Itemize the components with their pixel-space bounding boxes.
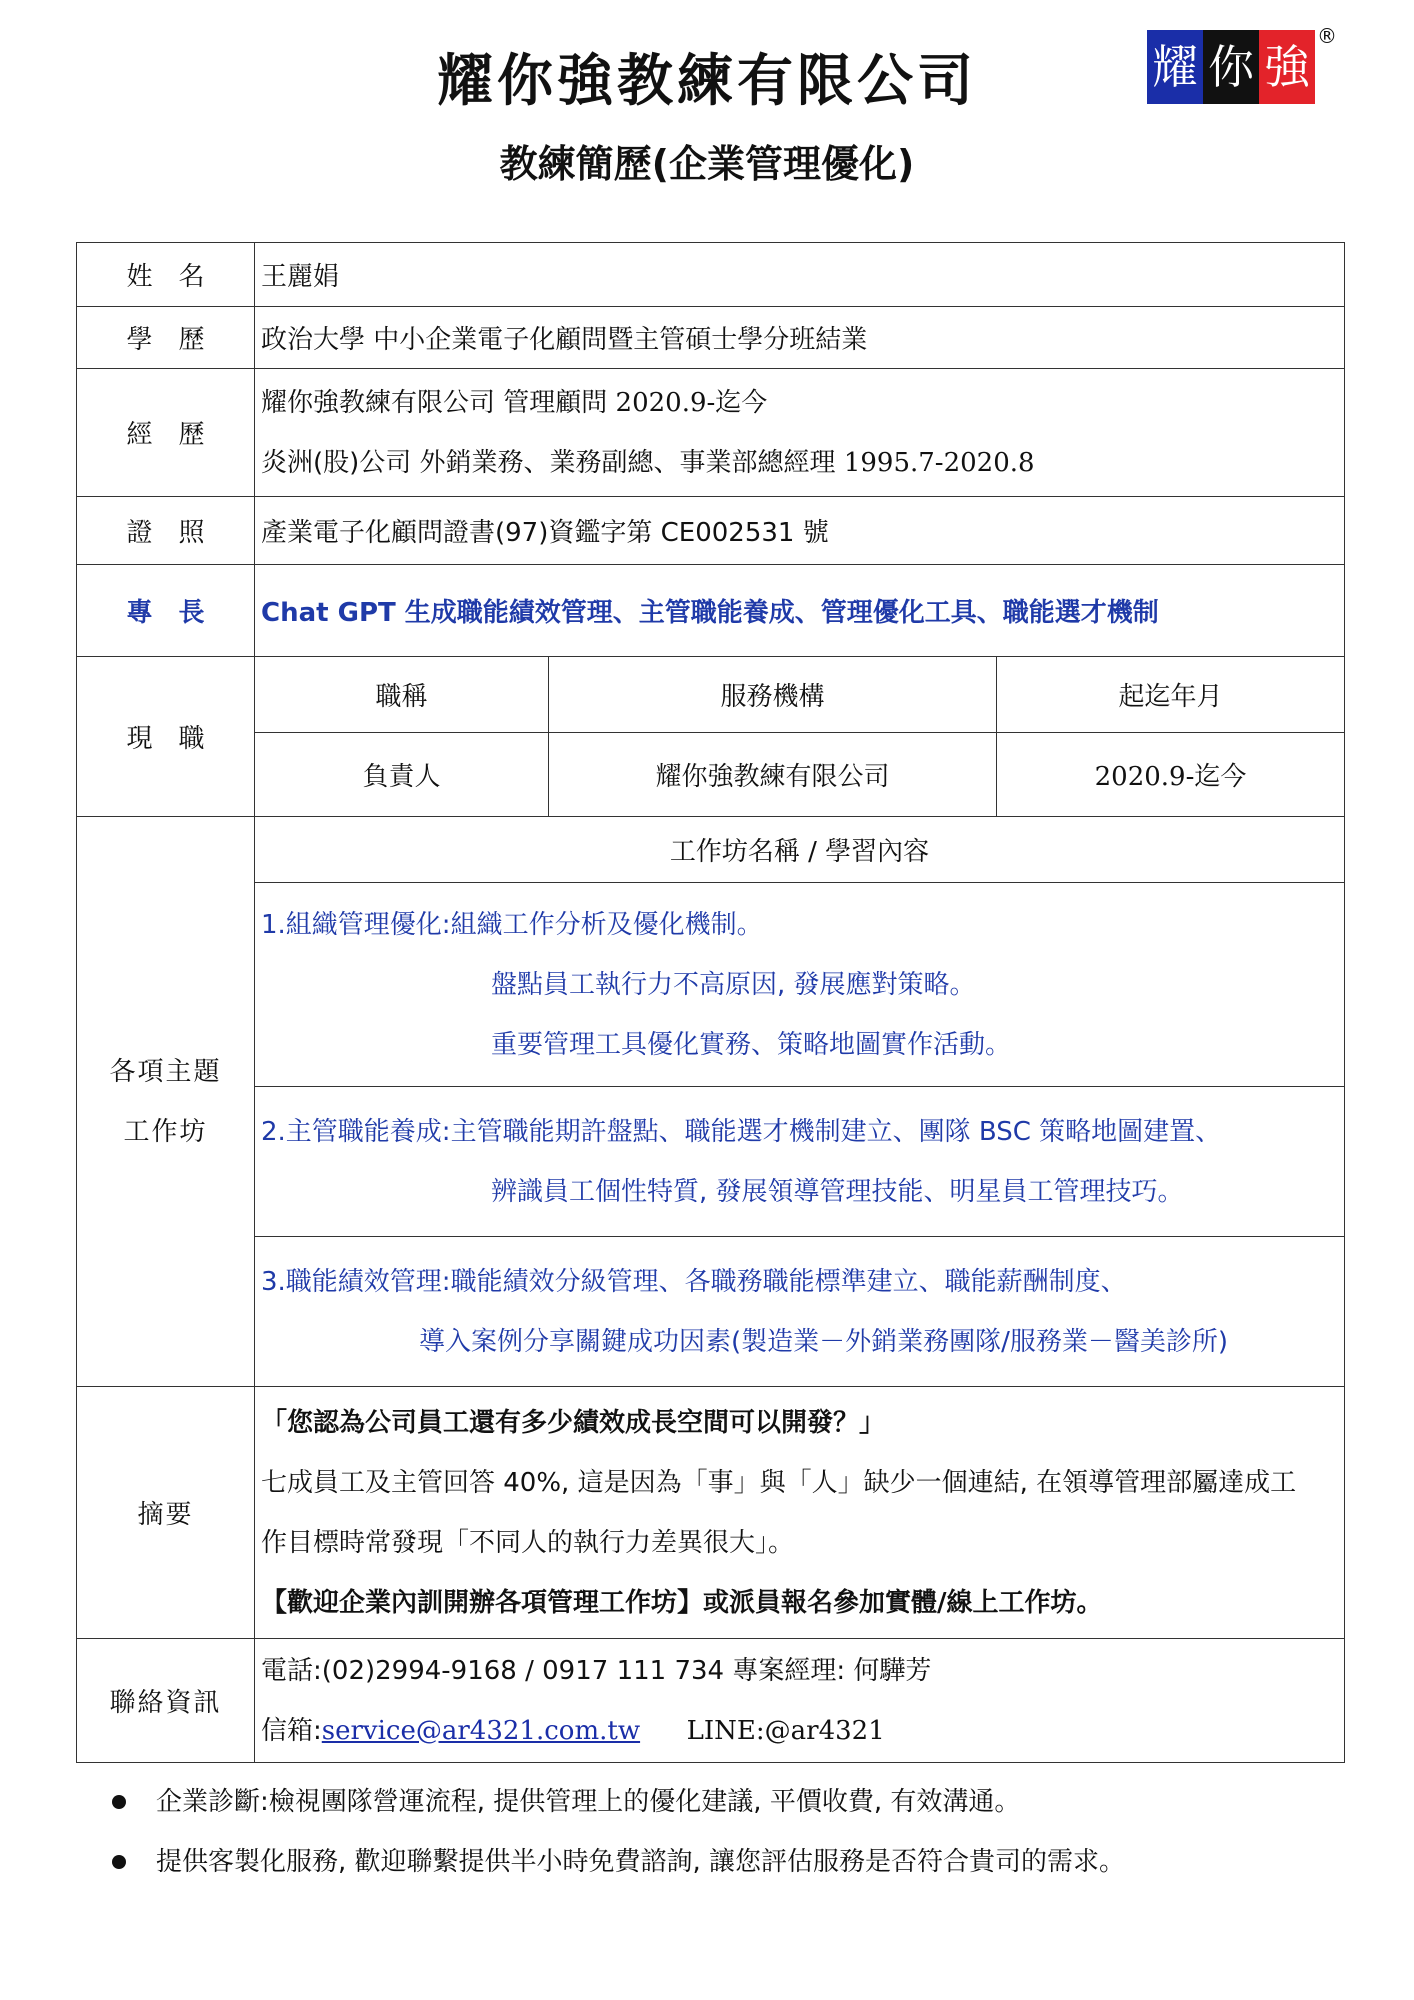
workshop-1-line-3: 重要管理工具優化實務、策略地圖實作活動。 xyxy=(491,1029,1012,1060)
workshop-header: 工作坊名稱 / 學習內容 xyxy=(255,817,1345,883)
logo-char-2: 你 xyxy=(1203,30,1259,104)
document-subtitle: 教練簡歷(企業管理優化) xyxy=(499,142,915,186)
current-header-title: 職稱 xyxy=(255,657,549,733)
workshop-item-2 xyxy=(77,1087,1345,1237)
label-name: 姓名 xyxy=(77,243,255,307)
value-education: 政治大學 中小企業電子化顧問暨主管碩士學分班結業 xyxy=(255,307,1345,369)
current-header-org: 服務機構 xyxy=(549,657,997,733)
workshop-item-3 xyxy=(77,1237,1345,1387)
label-summary: 摘要 xyxy=(77,1387,255,1639)
row-workshop-header xyxy=(77,817,1345,883)
row-contact xyxy=(77,1639,1345,1763)
current-title: 負責人 xyxy=(255,733,549,817)
workshop-item-1 xyxy=(77,883,1345,1087)
value-license: 產業電子化顧問證書(97)資鑑字第 CE002531 號 xyxy=(255,497,1345,565)
row-name xyxy=(77,243,1345,307)
workshop-2-line-1: 2.主管職能養成:主管職能期許盤點、職能選才機制建立、團隊 BSC 策略地圖建置、 xyxy=(261,1116,1222,1147)
contact-line-id: LINE:@ar4321 xyxy=(686,1715,885,1746)
bullet-icon xyxy=(112,1855,126,1869)
workshop-2-line-2: 辨識員工個性特質, 發展領導管理技能、明星員工管理技巧。 xyxy=(491,1176,1184,1207)
contact-email-line xyxy=(261,1701,1344,1761)
value-specialty: Chat GPT 生成職能績效管理、主管職能養成、管理優化工具、職能選才機制 xyxy=(255,565,1345,657)
summary-line-1: 「您認為公司員工還有多少績效成長空間可以開發？」 xyxy=(261,1407,886,1438)
workshops-label-line-1: 各項主題 xyxy=(109,1056,222,1087)
summary-line-4: 【歡迎企業內訓開辦各項管理工作坊】或派員報名參加實體/線上工作坊。 xyxy=(261,1587,1103,1618)
company-logo xyxy=(1147,24,1337,104)
current-period: 2020.9-迄今 xyxy=(997,733,1345,817)
logo-char-3: 強 xyxy=(1259,30,1315,104)
row-current-value xyxy=(77,733,1345,817)
value-contact xyxy=(255,1639,1345,1763)
workshop-1-line-1: 1.組織管理優化:組織工作分析及優化機制。 xyxy=(261,909,763,940)
contact-email-prefix: 信箱: xyxy=(261,1715,322,1746)
current-org: 耀你強教練有限公司 xyxy=(549,733,997,817)
contact-phone: 電話:(02)2994-9168 / 0917 111 734 專案經理: 何驊芳 xyxy=(261,1655,932,1686)
workshop-3-line-1: 3.職能績效管理:職能績效分級管理、各職務職能標準建立、職能薪酬制度、 xyxy=(261,1266,1127,1297)
workshop-item-3-cell xyxy=(255,1237,1345,1387)
workshop-3-line-2: 導入案例分享關鍵成功因素(製造業－外銷業務團隊/服務業－醫美診所) xyxy=(419,1326,1229,1357)
label-workshops xyxy=(77,817,255,1387)
workshops-label-line-2: 工作坊 xyxy=(123,1116,208,1147)
value-name: 王麗娟 xyxy=(255,243,1345,307)
workshop-1-line-2: 盤點員工執行力不高原因, 發展應對策略。 xyxy=(491,969,976,1000)
label-contact: 聯絡資訊 xyxy=(77,1639,255,1763)
company-title: 耀你強教練有限公司 xyxy=(437,49,977,114)
label-license: 證照 xyxy=(77,497,255,565)
value-experience xyxy=(255,369,1345,497)
row-education xyxy=(77,307,1345,369)
bullet-list xyxy=(112,1772,1125,1892)
workshop-item-2-cell xyxy=(255,1087,1345,1237)
experience-line-1: 耀你強教練有限公司 管理顧問 2020.9-迄今 xyxy=(261,387,768,418)
resume-table xyxy=(76,242,1345,1763)
current-header-period: 起迄年月 xyxy=(997,657,1345,733)
logo-char-1: 耀 xyxy=(1147,30,1203,104)
summary-line-2: 七成員工及主管回答 40%, 這是因為「事」與「人」缺少一個連結, 在領導管理部屬達成工 xyxy=(261,1467,1297,1498)
row-experience xyxy=(77,369,1345,497)
experience-line-2: 炎洲(股)公司 外銷業務、業務副總、事業部總經理 1995.7-2020.8 xyxy=(261,447,1035,478)
summary-line-3: 作目標時常發現「不同人的執行力差異很大」。 xyxy=(261,1527,795,1558)
registered-mark: ® xyxy=(1317,24,1337,48)
label-specialty: 專長 xyxy=(77,565,255,657)
row-summary xyxy=(77,1387,1345,1639)
value-summary xyxy=(255,1387,1345,1639)
bullet-icon xyxy=(112,1795,126,1809)
label-experience: 經歷 xyxy=(77,369,255,497)
label-current: 現職 xyxy=(77,657,255,817)
workshop-item-1-cell xyxy=(255,883,1345,1087)
bullet-item-2: 提供客製化服務, 歡迎聯繫提供半小時免費諮詢, 讓您評估服務是否符合貴司的需求。 xyxy=(112,1832,1125,1892)
contact-email-link[interactable]: service@ar4321.com.tw xyxy=(321,1715,641,1746)
bullet-item-1: 企業診斷:檢視團隊營運流程, 提供管理上的優化建議, 平價收費, 有效溝通。 xyxy=(112,1772,1125,1832)
row-specialty xyxy=(77,565,1345,657)
row-license xyxy=(77,497,1345,565)
label-education: 學歷 xyxy=(77,307,255,369)
row-current-header xyxy=(77,657,1345,733)
